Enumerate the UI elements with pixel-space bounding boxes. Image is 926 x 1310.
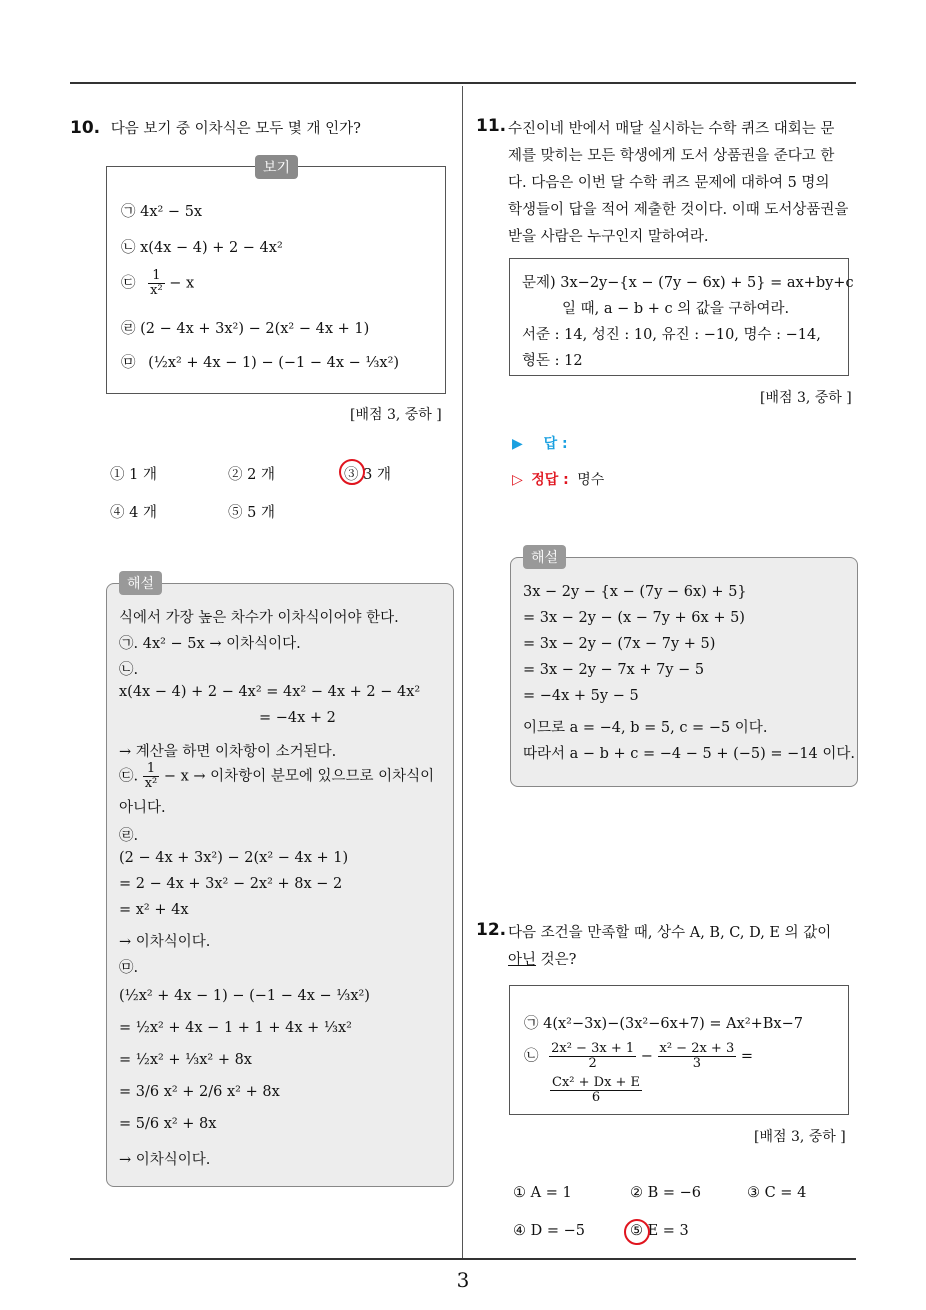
q12-text-line: 다음 조건을 만족할 때, 상수 A, B, C, D, E 의 값이 xyxy=(508,925,832,941)
q12-option-2[interactable]: ② B = −6 xyxy=(630,1185,702,1201)
q10-selected-mark xyxy=(339,459,365,485)
q10-item-3: ㉢ $\frac{1}{\text{x²}}$ − x xyxy=(121,268,195,298)
q11-text-line: 학생들이 답을 적어 제출한 것이다. 이때 도서상품권을 xyxy=(508,202,849,218)
q10-sol-label: ㉢. xyxy=(119,768,139,785)
play-icon: ▶ xyxy=(512,436,523,452)
q10-sol-line: ㉣. xyxy=(119,828,139,844)
q11-correct-label: 정답 : xyxy=(531,472,569,488)
q11-sol-line: 3x − 2y − {x − (7y − 6x) + 5} xyxy=(523,584,747,600)
q11-sol-line: = −4x + 5y − 5 xyxy=(523,688,639,704)
q10-item-3-label: ㉢ xyxy=(121,275,136,292)
q12-option-5[interactable]: ⑤ E = 3 xyxy=(630,1223,689,1239)
q10-sol-line: 아니다. xyxy=(119,800,166,816)
play-outline-icon: ▷ xyxy=(512,472,523,488)
top-rule xyxy=(70,82,856,84)
q10-option-2[interactable]: ② 2 개 xyxy=(228,467,275,483)
q12-frac3-num: Cx² + Dx + E xyxy=(552,1075,641,1090)
q10-sol-line: = −4x + 2 xyxy=(259,710,336,726)
q12-option-4[interactable]: ④ D = −5 xyxy=(513,1223,585,1239)
q12-text xyxy=(508,920,858,974)
q12-box-line-1: ㉠ 4(x²−3x)−(3x²−6x+7) = Ax²+Bx−7 xyxy=(524,1016,803,1032)
q10-option-1[interactable]: ① 1 개 xyxy=(110,467,157,483)
q12-number: 12. xyxy=(476,920,507,940)
bottom-rule xyxy=(70,1258,856,1260)
q10-sol-line: → 계산을 하면 이차항이 소거된다. xyxy=(119,744,337,760)
q10-sol-line: (½x² + 4x − 1) − (−1 − 4x − ⅓x²) xyxy=(119,988,370,1004)
q11-solution-box xyxy=(510,550,858,787)
q10-item-1: ㉠ 4x² − 5x xyxy=(121,204,203,220)
q10-item-4: ㉣ (2 − 4x + 3x²) − 2(x² − 4x + 1) xyxy=(121,321,370,337)
q10-sol-line: = 2 − 4x + 3x² − 2x² + 8x − 2 xyxy=(119,876,343,892)
q11-sol-line: 따라서 a − b + c = −4 − 5 + (−5) = −14 이다. xyxy=(523,746,856,762)
q10-sol-line: (2 − 4x + 3x²) − 2(x² − 4x + 1) xyxy=(119,850,349,866)
q11-sol-line: = 3x − 2y − (x − 7y + 6x + 5) xyxy=(523,610,745,626)
q10-option-3[interactable]: ③ 3 개 xyxy=(344,467,391,483)
q10-item-3-tail: − x xyxy=(169,275,195,292)
q10-score: [배점 3, 중하 ] xyxy=(350,407,442,423)
column-divider xyxy=(462,86,463,1258)
q12-frac2-den: 3 xyxy=(692,1056,701,1071)
q10-sol-line: = 5/6 x² + 8x xyxy=(119,1116,217,1132)
q10-sol-text: − x → 이차항이 분모에 있으므로 이차식이 xyxy=(163,768,435,785)
q10-item-5 xyxy=(121,351,399,372)
q10-header xyxy=(70,116,361,143)
q12-selected-mark xyxy=(624,1219,650,1245)
q11-text-line: 다. 다음은 이번 달 수학 퀴즈 문제에 대하여 5 명의 xyxy=(508,175,830,191)
q11-score: [배점 3, 중하 ] xyxy=(760,390,852,406)
q10-sol-line: x(4x − 4) + 2 − 4x² = 4x² − 4x + 2 − 4x² xyxy=(119,684,421,700)
q12-frac2-num: x² − 2x + 3 xyxy=(659,1041,735,1056)
q10-bogi-tag: 보기 xyxy=(255,155,298,179)
q11-correct-row xyxy=(512,469,604,489)
q10-solution-tag: 해설 xyxy=(119,571,162,595)
q12-box-label: ㉡ xyxy=(524,1048,539,1065)
q10-item-5-label: ㉤ xyxy=(121,355,136,371)
q10-bogi-box xyxy=(106,160,446,394)
q11-box-line: 문제) 3x−2y−{x − (7y − 6x) + 5} = ax+by+c xyxy=(522,275,854,291)
q11-text-line: 제를 맞히는 모든 학생에게 도서 상품권을 준다고 한 xyxy=(508,148,835,164)
q12-option-3[interactable]: ③ C = 4 xyxy=(747,1185,807,1201)
q11-box-line: 일 때, a − b + c 의 값을 구하여라. xyxy=(562,301,790,317)
q12-text-line xyxy=(508,947,858,974)
q11-text-line: 수진이네 반에서 매달 실시하는 수학 퀴즈 대회는 문 xyxy=(508,121,835,137)
q12-score: [배점 3, 중하 ] xyxy=(754,1129,846,1145)
q11-sol-line: 이므로 a = −4, b = 5, c = −5 이다. xyxy=(523,720,768,736)
q12-text-tail: 것은? xyxy=(536,952,577,968)
q10-option-4[interactable]: ④ 4 개 xyxy=(110,505,157,521)
q11-sol-line: = 3x − 2y − (7x − 7y + 5) xyxy=(523,636,716,652)
q10-option-5[interactable]: ⑤ 5 개 xyxy=(228,505,275,521)
q10-text: 다음 보기 중 이차식은 모두 몇 개 인가? xyxy=(110,121,361,137)
q10-sol-line: 식에서 가장 높은 차수가 이차식이어야 한다. xyxy=(119,610,399,626)
q10-item-5-expr: (½x² + 4x − 1) − (−1 − 4x − ⅓x²) xyxy=(148,355,400,371)
q10-sol-line: = ½x² + ⅓x² + 8x xyxy=(119,1052,252,1068)
q10-sol-line: ㉡. xyxy=(119,662,139,678)
q11-number: 11. xyxy=(476,116,507,136)
q12-frac3-den: 6 xyxy=(591,1090,601,1105)
q10-sol-line: → 이차식이다. xyxy=(119,1152,211,1168)
q11-sol-line: = 3x − 2y − 7x + 7y − 5 xyxy=(523,662,705,678)
q11-answer-row xyxy=(512,433,568,453)
q11-problem-box xyxy=(509,258,854,376)
q10-sol-line: = 3/6 x² + 2/6 x² + 8x xyxy=(119,1084,280,1100)
q11-correct-value: 명수 xyxy=(577,472,605,488)
q10-sol-line: ㉢. $\frac{1}{\text{x²}}$ − x → 이차항이 분모에 있으므로 이차식이 xyxy=(119,761,435,791)
q10-sol-line: → 이차식이다. xyxy=(119,934,211,950)
q12-condition-box xyxy=(509,985,849,1115)
q11-box-line: 형돈 : 12 xyxy=(522,353,583,369)
q12-box-line-2: ㉡ $\frac{\text{2x² − 3x + 1}}{2}$ − $\frac{\text{x² − 2x + 3}}{3}$ = xyxy=(524,1041,753,1071)
q11-solution-tag: 해설 xyxy=(523,545,566,569)
q11-text xyxy=(508,116,858,251)
q10-sol-line: = ½x² + 4x − 1 + 1 + 4x + ⅓x² xyxy=(119,1020,352,1036)
page-number: 3 xyxy=(456,1268,470,1292)
q10-sol-line: ㉤. xyxy=(119,960,139,976)
q10-solution-box xyxy=(106,576,454,1187)
q11-box-line: 서준 : 14, 성진 : 10, 유진 : −10, 명수 : −14, xyxy=(522,327,821,343)
q11-answer-label: 답 : xyxy=(543,436,568,452)
q10-sol-line: = x² + 4x xyxy=(119,902,189,918)
q12-frac1-den: 2 xyxy=(588,1056,597,1071)
q10-item-2: ㉡ x(4x − 4) + 2 − 4x² xyxy=(121,240,283,256)
q12-box-line-3 xyxy=(550,1076,642,1105)
q12-frac1-num: 2x² − 3x + 1 xyxy=(551,1041,635,1056)
q12-option-1[interactable]: ① A = 1 xyxy=(513,1185,572,1201)
q10-sol-line: ㉠. 4x² − 5x → 이차식이다. xyxy=(119,636,301,652)
q12-underlined-word: 아닌 xyxy=(508,952,537,968)
q10-number: 10. xyxy=(70,118,101,138)
q11-text-line: 받을 사람은 누구인지 말하여라. xyxy=(508,229,709,245)
